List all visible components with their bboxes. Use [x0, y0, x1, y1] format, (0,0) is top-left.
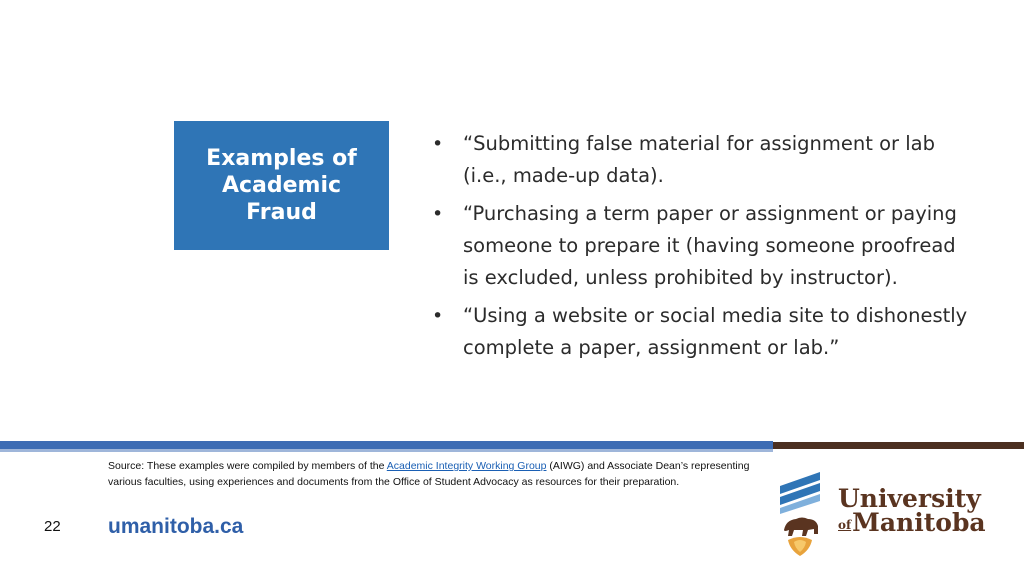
footer-band-blue-shadow	[0, 449, 773, 452]
bullet-item	[430, 128, 970, 192]
bullet-text: “Submitting false material for assignment or lab (i.e., made-up data).	[463, 132, 935, 187]
wordmark-university: University	[838, 484, 981, 513]
bullet-list	[430, 128, 970, 370]
bullet-item	[430, 300, 970, 364]
bullet-text: “Purchasing a term paper or assignment or paying someone to prepare it (having someone proofread is excluded, unless prohibited by instructor).	[463, 202, 957, 289]
bullet-item	[430, 198, 970, 294]
bullet-text: “Using a website or social media site to dishonestly complete a paper, assignment or lab.”	[463, 304, 968, 359]
slide-title: Examples of Academic Fraud	[206, 146, 357, 225]
title-box	[174, 121, 389, 250]
aiwg-link[interactable]: Academic Integrity Working Group	[386, 460, 547, 472]
bullet-icon: •	[432, 305, 444, 327]
bullet-icon: •	[432, 203, 444, 225]
page-number: 22	[44, 518, 61, 535]
source-prefix: Source: These examples were compiled by members of the	[108, 460, 387, 472]
source-suffix: (AIWG) and Associate Dean’s representing various faculties, using experiences and documents from the Office of Student Advocacy as resources for their preparation.	[108, 460, 750, 488]
bullet-icon: •	[432, 133, 444, 155]
crest-icon	[772, 464, 828, 560]
wordmark	[838, 484, 986, 539]
site-url: umanitoba.ca	[108, 515, 244, 538]
wordmark-manitoba: Manitoba	[852, 508, 986, 537]
wordmark-manitoba-line	[838, 508, 986, 539]
footer-band-brown	[773, 442, 1024, 449]
source-note	[108, 458, 758, 490]
wordmark-of: of	[838, 518, 852, 532]
footer-band-blue	[0, 441, 773, 449]
university-logo	[772, 464, 987, 560]
